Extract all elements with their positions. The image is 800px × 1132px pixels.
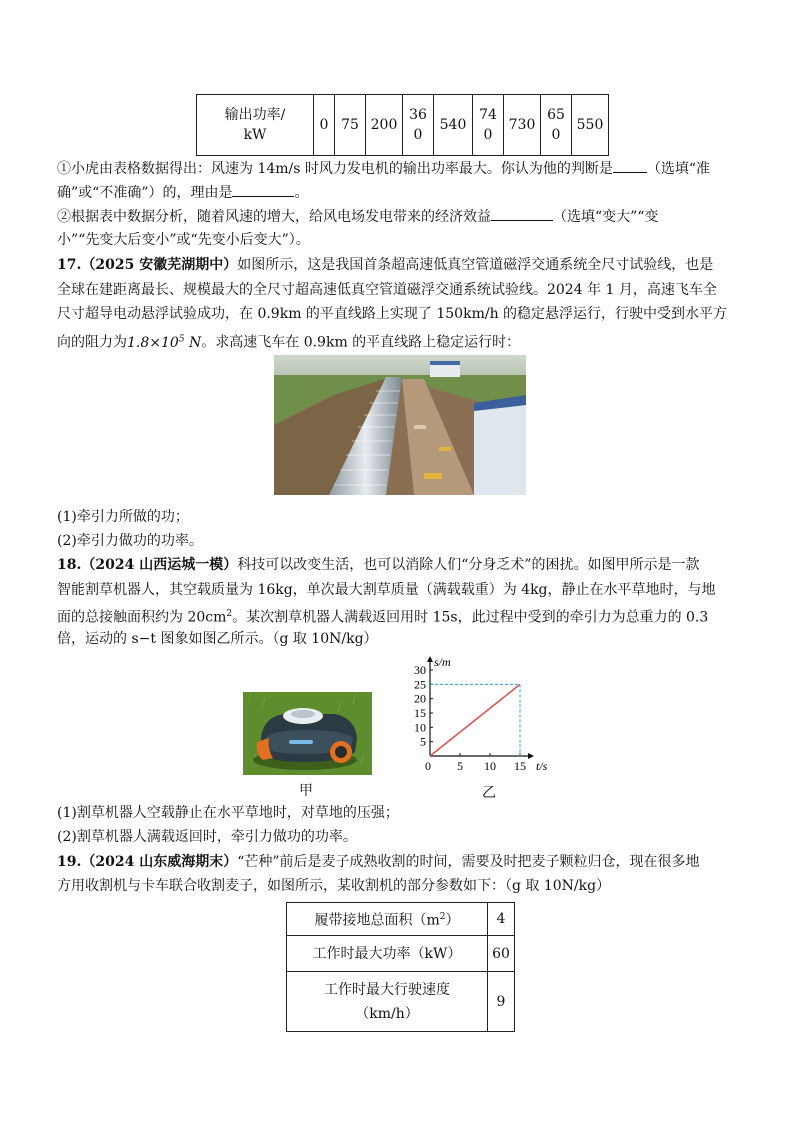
text: 小”“先变大后变小”或“先变小后变大”）。: [57, 232, 310, 248]
q16-sub2-line2: [57, 230, 310, 250]
text: 如图所示，这是我国首条超高速低真空管道磁浮交通系统全尺寸试验线，也是: [237, 257, 714, 273]
y-tick-label: 10: [414, 720, 426, 735]
y-tick-label: 5: [420, 734, 426, 749]
table-cell: [572, 95, 609, 156]
cell-text: 550: [576, 117, 604, 133]
cell-text: 65: [547, 107, 565, 123]
q19-line2: [57, 876, 610, 896]
maglev-test-line-photo: [274, 355, 526, 495]
x-axis-label: t/s: [536, 759, 548, 773]
cell-text: 730: [508, 117, 536, 133]
header-unit: kW: [243, 127, 267, 143]
table-cell: [541, 95, 572, 156]
label-text: 履带接地总面积（m: [314, 912, 440, 929]
q16-sub2-line1: [57, 206, 658, 227]
table-cell: [403, 95, 434, 156]
text: 面的总接触面积约为 20cm: [57, 609, 227, 626]
mower-photo-svg: [243, 692, 372, 775]
superscript: 2: [226, 609, 233, 619]
cell-text: 0: [551, 127, 561, 143]
cell-text: 36: [409, 107, 427, 123]
answer-blank[interactable]: [613, 158, 647, 173]
label-text: 工作时最大功率（kW）: [312, 945, 462, 962]
x-tick-label: 0: [425, 759, 431, 773]
param-label: [287, 972, 488, 1032]
y-tick-label: 20: [414, 691, 426, 706]
mower-robot-photo: [243, 692, 372, 775]
x-tick-label: 15: [514, 759, 526, 773]
table-header-cell: [197, 95, 314, 156]
text: (1)割草机器人空载静止在水平草地时，对草地的压强；: [57, 805, 399, 821]
formula-exp: 5: [178, 334, 185, 344]
param-label: [287, 936, 488, 972]
param-value: 9: [488, 972, 515, 1032]
text: “芒种”前后是麦子成熟收割的时间，需要及时把麦子颗粒归仓，现在很多地: [237, 854, 700, 870]
y-axis-label: s/m: [434, 655, 451, 669]
q18-sub2: [57, 827, 357, 847]
x-tick-label: 10: [484, 759, 496, 773]
header-line: 输出功率/: [224, 107, 286, 123]
q17-line2: [57, 280, 717, 300]
table-cell: [335, 95, 366, 156]
q17-sub2: [57, 531, 203, 551]
table-cell: [434, 95, 473, 156]
cell-text: 540: [439, 117, 467, 133]
s-t-graph-svg: [404, 650, 548, 778]
text: 倍，运动的 s−t 图象如图乙所示。（g 取 10N/kg）: [57, 631, 378, 647]
q18-line2: [57, 580, 716, 600]
figure-caption-jia: 甲: [299, 783, 313, 799]
label-text: ）: [445, 912, 460, 929]
formula-base: 1.8×10: [127, 334, 179, 351]
answer-blank[interactable]: [491, 206, 553, 221]
q17-line4: [57, 329, 520, 353]
table-cell: [314, 95, 335, 156]
q18-line4: [57, 629, 378, 649]
text: (1)牵引力所做的功；: [57, 509, 189, 525]
text: ②根据表中数据分析，随着风速的增大，给风电场发电带来的经济效益: [57, 209, 491, 225]
text: 全球在建距离最长、规模最大的全尺寸超高速低真空管道磁浮交通系统试验线。2024 年 1 月，高速飞车全: [57, 282, 717, 298]
text: 方用收割机与卡车联合收割麦子，如图所示，某收割机的部分参数如下：（g 取 10N/kg）: [57, 878, 611, 894]
x-tick-label: 5: [457, 759, 463, 773]
question-source: （2024 山东威海期末）: [81, 854, 238, 870]
label-text: 工作时最大行驶速度: [324, 981, 450, 998]
text: 。某次割草机器人满载返回用时 15s，此过程中受到的牵引力为总重力的 0.3: [232, 609, 709, 626]
q17-line3: [57, 304, 727, 324]
s-t-graph: [404, 650, 548, 778]
y-axis-arrow: [427, 656, 433, 662]
text: (2)牵引力做功的功率。: [57, 533, 203, 549]
text: 向的阻力为: [57, 334, 127, 351]
cell-text: 200: [370, 117, 398, 133]
table-cell: [366, 95, 403, 156]
question-number: 17.: [57, 257, 82, 273]
question-number: 19.: [57, 854, 82, 870]
power-output-table: [196, 94, 609, 156]
superscript: 2: [439, 912, 446, 923]
maglev-photo-svg: [274, 355, 526, 495]
text: 确”或“不准确”）的，理由是: [57, 185, 233, 201]
harvester-parameter-table: [286, 902, 515, 1032]
cell-text: 74: [479, 107, 497, 123]
cell-text: 0: [413, 127, 423, 143]
text: ①小虎由表格数据得出：风速为 14m/s 时风力发电机的输出功率最大。你认为他的判断是: [57, 161, 613, 177]
question-number: 18.: [57, 557, 82, 573]
text: 科技可以改变生活，也可以消除人们“分身乏术”的困扰。如图甲所示是一款: [237, 557, 700, 573]
q16-sub1-line1: [57, 158, 710, 179]
cell-text: 75: [341, 117, 359, 133]
y-tick-label: 30: [414, 663, 426, 677]
param-value: 60: [488, 936, 515, 972]
text: 智能割草机器人，其空载质量为 16kg，单次最大割草质量（满载载重）为 4kg，静止在水平草地时，与地: [57, 582, 716, 598]
y-tick-label: 15: [414, 706, 426, 720]
q18-line3: [57, 604, 708, 628]
y-tick-label: 25: [414, 677, 426, 692]
q17-sub1: [57, 507, 189, 527]
series-line: [430, 684, 520, 756]
question-source: （2024 山西运城一模）: [81, 557, 238, 573]
param-label: [287, 903, 488, 936]
text: 尺寸超导电动悬浮试验成功，在 0.9km 的平直线路上实现了 150km/h 的稳定悬浮运行，行驶中受到水平方: [57, 306, 728, 322]
formula: [127, 335, 201, 351]
x-axis-arrow: [528, 753, 534, 759]
q18-sub1: [57, 803, 399, 823]
cell-text: 0: [319, 117, 329, 133]
text: 。: [294, 185, 309, 201]
text: (2)割草机器人满载返回时，牵引力做功的功率。: [57, 829, 357, 845]
param-value: 4: [488, 903, 515, 936]
label-unit: （km/h）: [355, 1005, 419, 1022]
table-cell: [473, 95, 504, 156]
figure-caption-yi: 乙: [482, 785, 496, 801]
formula-unit: N: [184, 334, 202, 351]
q16-sub1-line2: [57, 182, 308, 203]
text: （选填“准: [646, 161, 711, 177]
table-cell: [504, 95, 541, 156]
question-source: （2025 安徽芜湖期中）: [81, 257, 238, 273]
table-row: [287, 972, 515, 1032]
cell-text: 0: [483, 127, 493, 143]
text: （选填“变大”“变: [553, 209, 659, 225]
q18-line1: [57, 555, 700, 575]
q19-line1: [57, 852, 700, 872]
table-row: [287, 903, 515, 936]
answer-blank[interactable]: [232, 182, 294, 197]
text: 。求高速飞车在 0.9km 的平直线路上稳定运行时：: [201, 334, 521, 351]
q17-line1: [57, 255, 713, 275]
table-row: [287, 936, 515, 972]
